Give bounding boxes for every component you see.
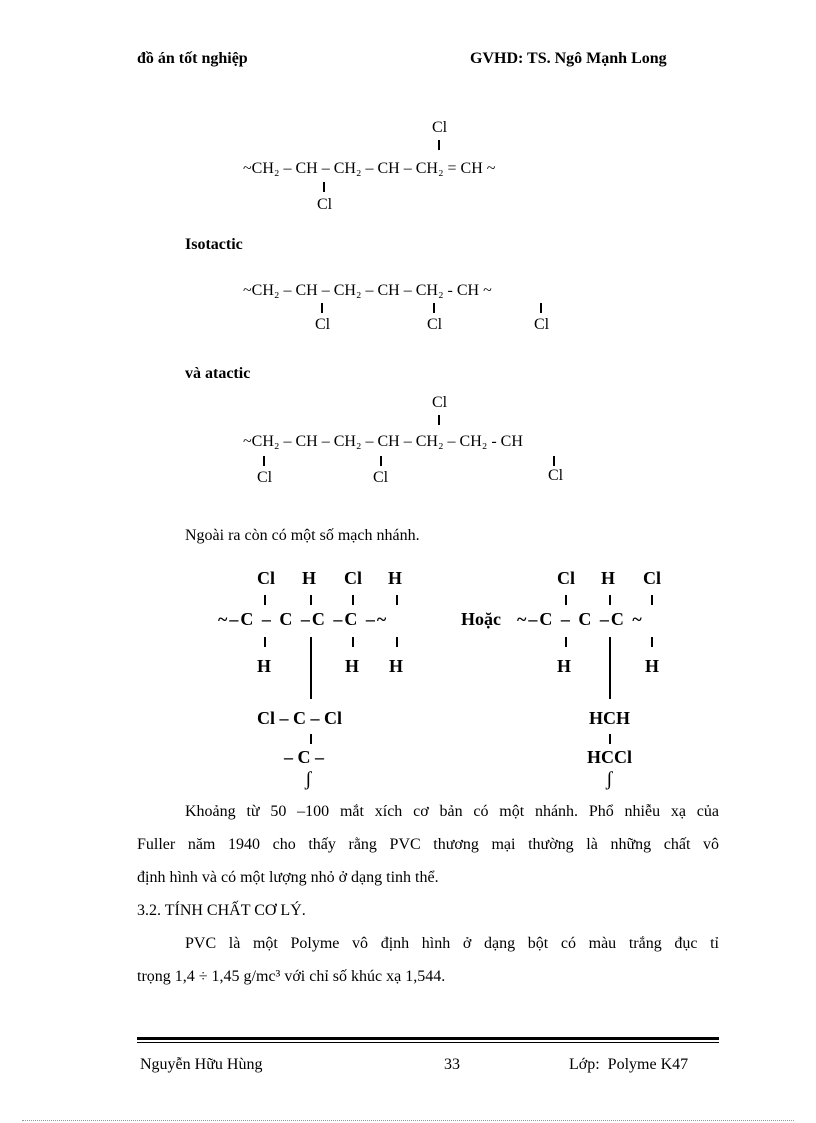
bond-line	[321, 303, 323, 313]
bond-line	[310, 734, 312, 744]
formula2-cl: Cl	[534, 316, 550, 333]
paragraph-2-line-2: trọng 1,4 ÷ 1,45 g/mc³ với chỉ số khúc xạ 1,544.	[137, 968, 446, 985]
bond-line	[310, 595, 312, 605]
formula3-top-cl: Cl	[432, 394, 448, 411]
page-bottom-border	[22, 1120, 794, 1121]
footer-author: Nguyễn Hữu Hùng	[140, 1056, 263, 1073]
formula3-chain: ~CH₂ – CH – CH₂ – CH – CH₂ – CH₂ - CH	[243, 433, 523, 450]
paragraph-1-line-2: Fuller năm 1940 cho thấy rằng PVC thương mại thường là những chất vô	[137, 836, 719, 853]
bond-line	[263, 456, 265, 466]
branch-left-top: H	[302, 568, 317, 588]
paragraph-2-line-1: PVC là một Polyme vô định hình ở dạng bột có màu trắng đục tỉ	[185, 935, 719, 952]
formula2-cl: Cl	[315, 316, 331, 333]
bond-line	[323, 182, 325, 192]
paragraph-1-line-1: Khoảng từ 50 –100 mắt xích cơ bản có một nhánh. Phổ nhiễu xạ của	[185, 803, 719, 820]
branch-left-top: Cl	[257, 568, 275, 588]
branch-right-side2: HCCl	[587, 747, 632, 767]
branch-bond	[310, 637, 312, 699]
branch-right-bottom: H	[645, 656, 660, 676]
branch-left-top: Cl	[344, 568, 362, 588]
branch-right-chain: ~–C – C –C ~	[517, 609, 644, 629]
footer-rule-thin	[137, 1042, 719, 1043]
footer-page-number: 33	[444, 1056, 460, 1073]
formula1-top-cl: Cl	[432, 119, 448, 136]
bond-line	[565, 595, 567, 605]
branch-left-bottom: H	[389, 656, 404, 676]
branch-right-bottom: H	[557, 656, 572, 676]
branch-bond	[609, 637, 611, 699]
bond-line	[380, 456, 382, 466]
bond-line	[264, 637, 266, 647]
atactic-label: và atactic	[185, 365, 251, 382]
wavy-bond-icon: ʃ	[606, 768, 613, 790]
bond-line	[264, 595, 266, 605]
bond-line	[396, 637, 398, 647]
bond-line	[438, 415, 440, 425]
header-right: GVHD: TS. Ngô Mạnh Long	[470, 50, 667, 67]
wavy-bond-icon: ʃ	[305, 768, 312, 790]
branch-left-side2: – C –	[284, 747, 324, 767]
branch-left-chain: ~–C – C –C –C –~	[218, 609, 389, 629]
bond-line	[609, 595, 611, 605]
footer-class: Lớp: Polyme K47	[569, 1056, 689, 1073]
formula3-cl: Cl	[257, 469, 273, 486]
header-left: đồ án tốt nghiệp	[137, 50, 248, 67]
bond-line	[609, 734, 611, 744]
bond-line	[565, 637, 567, 647]
branch-intro: Ngoài ra còn có một số mạch nhánh.	[185, 527, 420, 544]
paragraph-1-line-3: định hình và có một lượng nhỏ ở dạng tinh thể.	[137, 869, 439, 886]
branch-right-top: Cl	[557, 568, 575, 588]
bond-line	[651, 595, 653, 605]
formula2-cl: Cl	[427, 316, 443, 333]
bond-line	[352, 637, 354, 647]
branch-left-bottom: H	[257, 656, 272, 676]
branch-left-side1: Cl – C – Cl	[257, 708, 342, 728]
bond-line	[651, 637, 653, 647]
branch-right-top: H	[601, 568, 616, 588]
formula3-cl: Cl	[373, 469, 389, 486]
bond-line	[540, 303, 542, 313]
branch-right-top: Cl	[643, 568, 661, 588]
branch-right-side1: HCH	[589, 708, 631, 728]
bond-line	[438, 140, 440, 150]
formula3-cl: Cl	[548, 467, 564, 484]
bond-line	[396, 595, 398, 605]
branch-left-bottom: H	[345, 656, 360, 676]
bond-line	[352, 595, 354, 605]
isotactic-label: Isotactic	[185, 236, 243, 253]
formula1-bottom-cl: Cl	[317, 196, 333, 213]
footer-rule-thick	[137, 1037, 719, 1040]
bond-line	[553, 456, 555, 466]
branch-connector: Hoặc	[461, 609, 501, 629]
formula1-chain: ~CH₂ – CH – CH₂ – CH – CH₂ = CH ~	[243, 160, 496, 177]
formula2-chain: ~CH₂ – CH – CH₂ – CH – CH₂ - CH ~	[243, 282, 492, 299]
section-heading: 3.2. TÍNH CHẤT CƠ LÝ.	[137, 902, 306, 919]
bond-line	[433, 303, 435, 313]
branch-left-top: H	[388, 568, 403, 588]
